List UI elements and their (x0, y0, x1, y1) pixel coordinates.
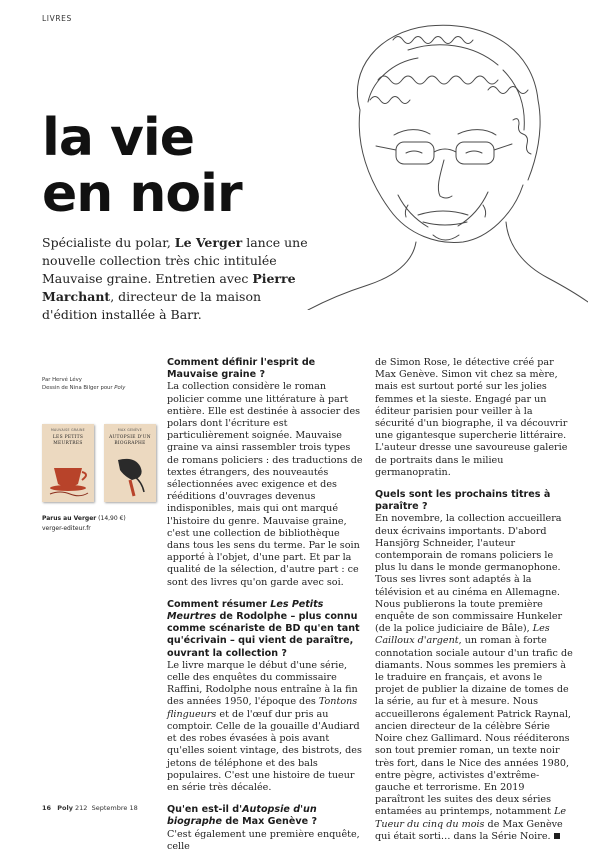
title-line-2: en noir (42, 164, 242, 224)
purchase-line (42, 514, 162, 524)
answer-text: , un roman à forte connotation sociale autour d'un trafic de diamants. Nous sommes les premiers à le traduire en français, et avons le projet de publier la dizaine de tomes de la série, au fur et à mesure. Nous accueillerons également Patrick Raynal, ancien directeur de la célèbre Série Noire chez Gallimard. Nous rééditerons son tout premier roman, un texte noir très fort, dans le Nice des années 1980, entre pègre, activistes d'extrême-gauche et terrorisme. En 2019 paraîtront les suites des deux séries entamées au printemps, notamment (375, 635, 573, 818)
answer (375, 513, 573, 842)
article-column-1 (167, 357, 365, 853)
answer: C'est également une première enquête, celle (167, 828, 360, 852)
book-title: LES PETITS MEURTRES (52, 435, 84, 446)
intro-text: Spécialiste du polar, (42, 235, 175, 250)
issue-number: 212 (75, 804, 88, 812)
publisher-name: Le Verger (174, 235, 243, 250)
answer-text: de Max Genève qui était sorti… dans la Série Noire. (375, 818, 563, 842)
question: Quels sont les prochains titres à paraître ? (375, 489, 551, 513)
book-title: AUTOPSIE D'UN BIOGRAPHE (109, 435, 151, 446)
magazine-name: Poly (57, 804, 73, 812)
author-credit: Par Hervé Lévy (42, 377, 82, 383)
page-footer (42, 804, 138, 812)
credits (42, 376, 162, 392)
purchase-info (42, 514, 162, 534)
portrait-illustration (298, 10, 588, 310)
answer: de Simon Rose, le détective créé par Max Genève. Simon vit chez sa mère, mais est surtout porté sur les jolies femmes et la sieste. Engagé par un éditeur parisien pour veiller à la sécurité d'un biographe, il va découvrir une gigantesque supercherie littéraire. L'auteur dresse une savoureuse galerie de portraits dans le milieu germanopratin. (375, 357, 568, 478)
question (167, 599, 365, 660)
question-text: Qu'en est-il d' (167, 804, 243, 816)
book-publisher: MAUVAISE GRAINE (51, 428, 85, 432)
illustration-credit (42, 384, 162, 392)
question (167, 804, 365, 828)
interviewee-name: Pierre Marchant (42, 271, 296, 304)
title-line-1: la vie (42, 108, 195, 168)
article-column-2 (375, 357, 573, 843)
intro-paragraph (42, 234, 310, 324)
answer: La collection considère le roman policier comme une littérature à part entière. Elle est destinée à associer des polars dont l'écriture est particulièrement soignée. Mauvaise graine va ainsi rassembler trois types de romans policiers : des traductions de textes étrangers, des nouveautés sélectionnées avec exigence et des rééditions d'ouvrages devenus indisponibles, mais qui ont marqué l'histoire du genre. Mauvaise graine, c'est une collection de bibliothèque dans tous les sens du terme. Par le soin apporté à l'objet, d'une part. Et par la qualité de la sélection, d'autre part : ce sont des livres qu'on garde avec soi. (167, 381, 363, 588)
question: Comment définir l'esprit de Mauvaise graine ? (167, 357, 316, 381)
section-label: LIVRES (42, 14, 72, 23)
question-text: de Rodolphe – plus connu comme scénariste de BD qu'en tant qu'écrivain – qui vient de paraître, ouvrant la collection ? (167, 611, 360, 659)
illustration-credit-pub: Poly (114, 385, 126, 391)
book-title-ref: Les Cailloux d'argent (375, 623, 550, 647)
end-of-article-mark (554, 833, 560, 839)
intro-text: lance une nouvelle collection très chic intitulée Mauvaise graine. Entretien avec (42, 235, 308, 286)
book-cover-petits-meurtres (42, 424, 94, 502)
issue-date: Septembre 18 (91, 804, 138, 812)
answer (167, 660, 365, 794)
answer-text: et de l'œuf dur pris au comptoir. Celle de la gouaille d'Audiard et des robes évasées à pois avant qu'elles soient vintage, des bistrots, des jetons de téléphone et des bals populaires. C'est une histoire de tueur en série très décalée. (167, 708, 362, 793)
answer-text: En novembre, la collection accueillera deux écrivains importants. D'abord Hansjörg Schneider, l'auteur contemporain de romans policiers le plus lu dans le monde germanophone. Tous ses livres sont adaptés à la télévision et au cinéma en Allemagne. Nous publierons la toute première enquête de son commissaire Hunkeler (de la police judiciaire de Bâle), (375, 513, 563, 635)
illustration-credit-text: Dessin de Nina Bilger pour (42, 385, 115, 391)
answer-text: Le livre marque le début d'une série, celle des enquêtes du commissaire Raffini, Rodolphe nous entraîne à la fin des années 1950, l'époque des (167, 659, 358, 708)
purchase-price: (14,90 €) (96, 515, 126, 522)
book-title-ref: Les Petits Meurtres (167, 598, 324, 623)
intro-text: , directeur de la maison d'édition installée à Barr. (42, 289, 262, 322)
purchase-label: Parus au Verger (42, 515, 97, 522)
shoe-illustration (104, 452, 156, 500)
question-text: de Max Genève ? (222, 816, 318, 828)
film-title-ref: Tontons flingueurs (167, 696, 358, 720)
book-title-ref: Le Tueur du cinq du mois (375, 806, 567, 830)
publisher-website: verger-editeur.fr (42, 525, 91, 532)
page-number: 16 (42, 804, 52, 812)
article-title (42, 110, 242, 222)
book-publisher: MAX GENÈVE (117, 428, 143, 432)
book-title-ref: Autopsie d'un biographe (167, 804, 317, 828)
teacup-illustration (42, 454, 94, 498)
question-text: Comment résumer (167, 598, 271, 610)
book-cover-autopsie (104, 424, 156, 502)
